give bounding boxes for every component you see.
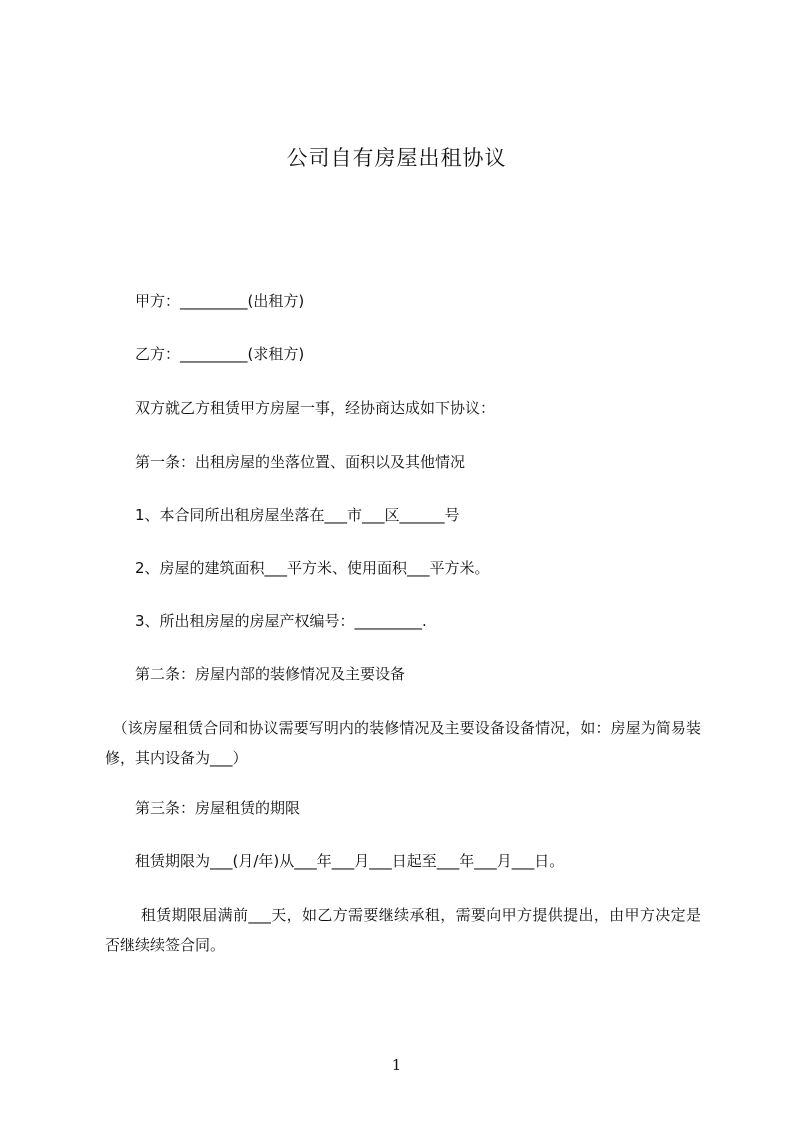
intro-paragraph: 双方就乙方租赁甲方房屋一事，经协商达成如下协议： xyxy=(105,399,496,417)
page-number: 1 xyxy=(391,1056,402,1074)
party-a-line: 甲方：_________(出租方) xyxy=(105,292,305,310)
article-2-note: （该房屋租赁合同和协议需要写明内的装修情况及主要设备设备情况，如：房屋为简易装修，其内设备为___） xyxy=(105,719,701,767)
article-2-heading: 第二条：房屋内部的装修情况及主要设备 xyxy=(105,665,406,683)
article-3-heading: 第三条：房屋租赁的期限 xyxy=(105,799,301,817)
article-1-item-3: 3、所出租房屋的房屋产权编号：_________. xyxy=(105,612,427,630)
party-b-line: 乙方：_________(求租方) xyxy=(105,345,305,363)
article-1-heading: 第一条：出租房屋的坐落位置、面积以及其他情况 xyxy=(105,453,466,471)
article-1-item-2: 2、房屋的建筑面积___平方米、使用面积___平方米。 xyxy=(105,559,490,577)
article-1-item-1: 1、本合同所出租房屋坐落在___市___区______号 xyxy=(105,506,460,524)
document-title: 公司自有房屋出租协议 xyxy=(286,146,507,170)
renewal-paragraph: 租赁期限届满前___天，如乙方需要继续承租，需要向甲方提供提出，由甲方决定是否继续续签合同。 xyxy=(105,906,701,954)
lease-term-paragraph: 租赁期限为___(月/年)从___年___月___日起至___年___月___日。 xyxy=(105,852,565,870)
